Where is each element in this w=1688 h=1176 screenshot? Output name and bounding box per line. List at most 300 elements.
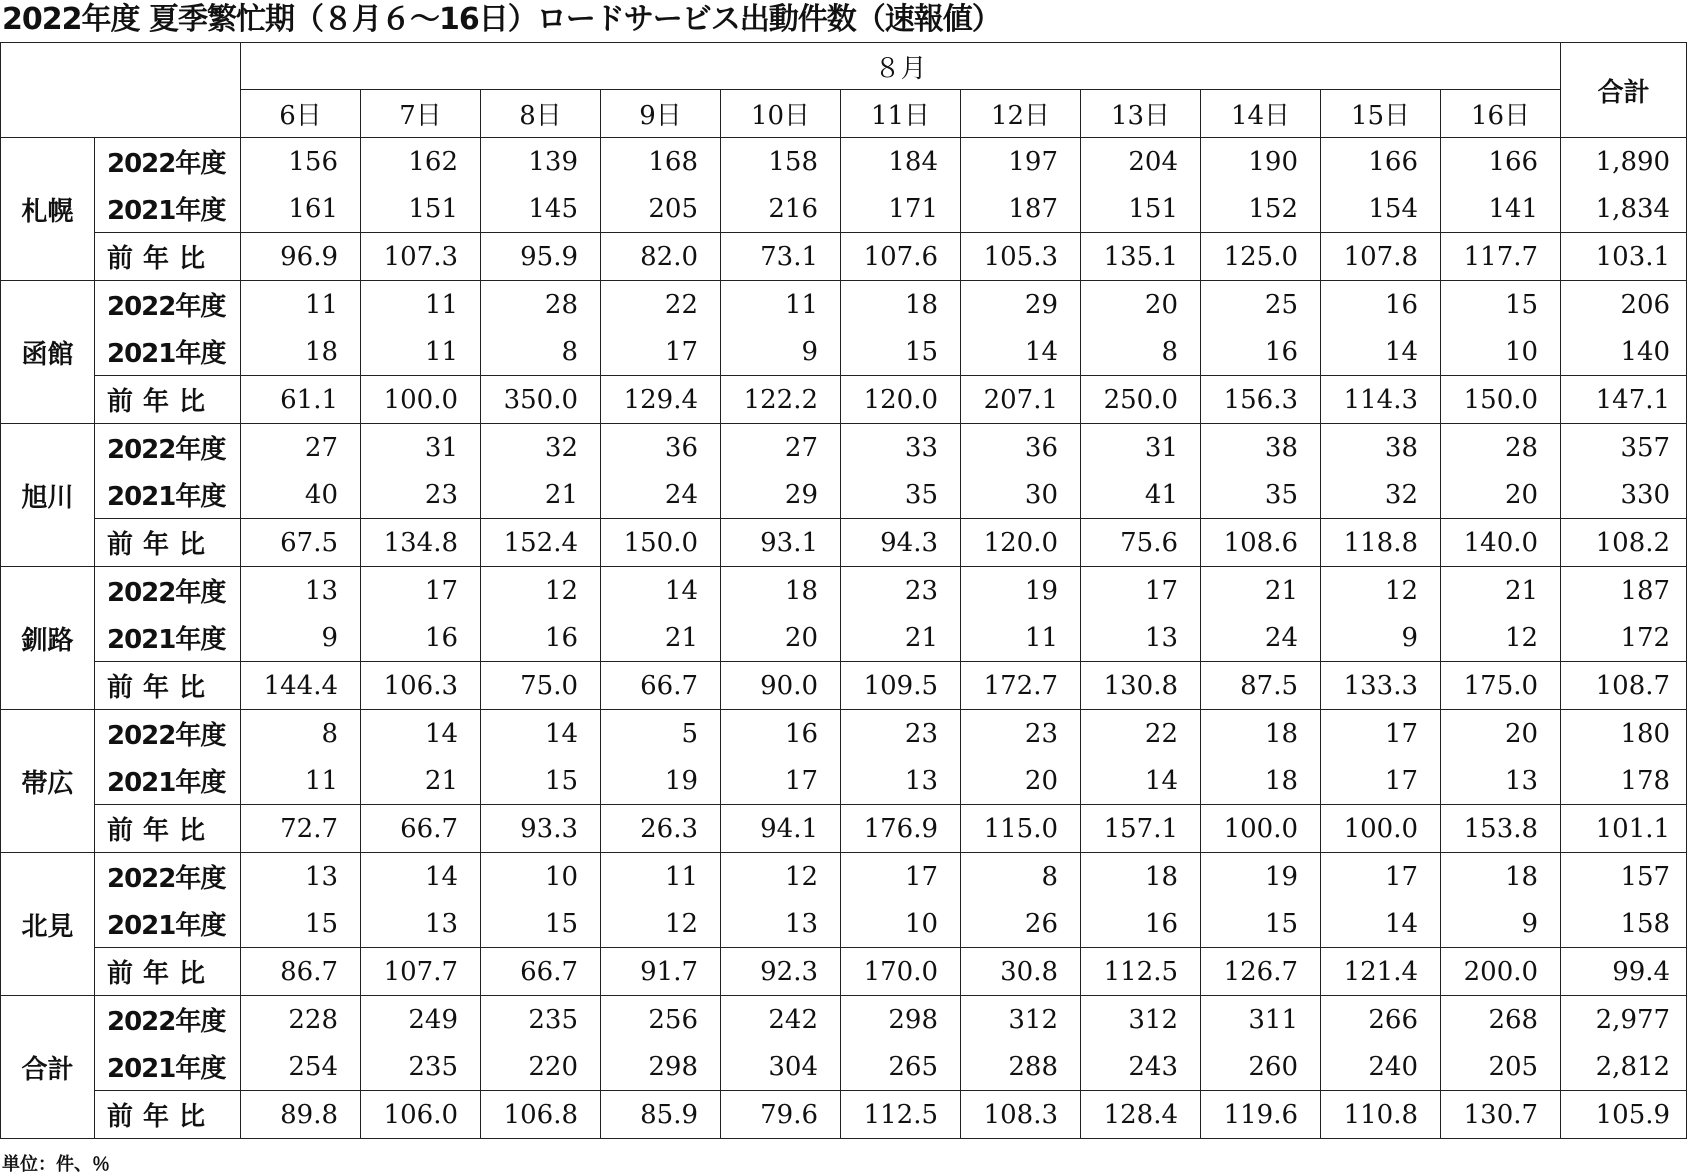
value-cell: 144.4 — [241, 662, 361, 710]
value-cell: 11 — [361, 328, 481, 376]
value-cell: 216 — [721, 185, 841, 233]
value-cell: 66.7 — [601, 662, 721, 710]
value-cell: 19 — [961, 567, 1081, 615]
value-cell: 90.0 — [721, 662, 841, 710]
value-cell: 157.1 — [1081, 805, 1201, 853]
table-row — [1, 424, 1687, 472]
value-cell: 135.1 — [1081, 233, 1201, 281]
value-cell: 129.4 — [601, 376, 721, 424]
value-cell: 27 — [241, 424, 361, 472]
table-row — [1, 900, 1687, 948]
value-cell: 260 — [1201, 1043, 1321, 1091]
value-cell: 8 — [1081, 328, 1201, 376]
value-cell: 12 — [1321, 567, 1441, 615]
value-cell: 28 — [1441, 424, 1561, 472]
value-cell: 350.0 — [481, 376, 601, 424]
value-cell: 11 — [241, 281, 361, 329]
value-cell: 312 — [1081, 996, 1201, 1044]
value-cell: 158 — [721, 138, 841, 186]
value-cell: 130.7 — [1441, 1091, 1561, 1139]
total-cell: 105.9 — [1561, 1091, 1687, 1139]
row-label: 前年比 — [95, 662, 241, 710]
value-cell: 106.0 — [361, 1091, 481, 1139]
row-label: 2022年度 — [95, 424, 241, 472]
value-cell: 38 — [1321, 424, 1441, 472]
day-header: 14日 — [1201, 90, 1321, 138]
day-header: 8日 — [481, 90, 601, 138]
value-cell: 15 — [841, 328, 961, 376]
table-row — [1, 1091, 1687, 1139]
value-cell: 66.7 — [481, 948, 601, 996]
value-cell: 9 — [721, 328, 841, 376]
month-header: ８月 — [241, 43, 1561, 90]
day-header: 15日 — [1321, 90, 1441, 138]
value-cell: 117.7 — [1441, 233, 1561, 281]
value-cell: 18 — [721, 567, 841, 615]
value-cell: 94.1 — [721, 805, 841, 853]
value-cell: 24 — [601, 471, 721, 519]
value-cell: 140.0 — [1441, 519, 1561, 567]
value-cell: 105.3 — [961, 233, 1081, 281]
value-cell: 166 — [1441, 138, 1561, 186]
value-cell: 5 — [601, 710, 721, 758]
table-row — [1, 281, 1687, 329]
value-cell: 18 — [1441, 853, 1561, 901]
value-cell: 31 — [1081, 424, 1201, 472]
value-cell: 184 — [841, 138, 961, 186]
value-cell: 24 — [1201, 614, 1321, 662]
row-label: 前年比 — [95, 233, 241, 281]
value-cell: 12 — [601, 900, 721, 948]
value-cell: 176.9 — [841, 805, 961, 853]
value-cell: 95.9 — [481, 233, 601, 281]
value-cell: 35 — [1201, 471, 1321, 519]
value-cell: 12 — [721, 853, 841, 901]
value-cell: 311 — [1201, 996, 1321, 1044]
value-cell: 23 — [841, 710, 961, 758]
statistics-table — [0, 42, 1687, 1139]
total-cell: 187 — [1561, 567, 1687, 615]
row-label: 2021年度 — [95, 328, 241, 376]
value-cell: 11 — [601, 853, 721, 901]
value-cell: 17 — [361, 567, 481, 615]
table-row — [1, 138, 1687, 186]
value-cell: 108.6 — [1201, 519, 1321, 567]
value-cell: 10 — [1441, 328, 1561, 376]
value-cell: 9 — [1441, 900, 1561, 948]
value-cell: 18 — [1201, 757, 1321, 805]
table-row — [1, 567, 1687, 615]
total-cell: 108.2 — [1561, 519, 1687, 567]
total-cell: 158 — [1561, 900, 1687, 948]
value-cell: 205 — [1441, 1043, 1561, 1091]
value-cell: 18 — [1201, 710, 1321, 758]
unit-note: 単位：件、％ — [2, 1154, 110, 1175]
value-cell: 31 — [361, 424, 481, 472]
value-cell: 187 — [961, 185, 1081, 233]
row-label: 前年比 — [95, 519, 241, 567]
value-cell: 94.3 — [841, 519, 961, 567]
table-row — [1, 519, 1687, 567]
value-cell: 20 — [961, 757, 1081, 805]
value-cell: 168 — [601, 138, 721, 186]
value-cell: 72.7 — [241, 805, 361, 853]
value-cell: 36 — [601, 424, 721, 472]
value-cell: 16 — [1201, 328, 1321, 376]
day-header-row — [1, 90, 1687, 138]
value-cell: 256 — [601, 996, 721, 1044]
value-cell: 14 — [1321, 900, 1441, 948]
value-cell: 20 — [721, 614, 841, 662]
value-cell: 16 — [721, 710, 841, 758]
value-cell: 89.8 — [241, 1091, 361, 1139]
row-label: 2021年度 — [95, 185, 241, 233]
value-cell: 23 — [361, 471, 481, 519]
value-cell: 17 — [1321, 757, 1441, 805]
total-cell: 2,977 — [1561, 996, 1687, 1044]
row-label: 2022年度 — [95, 853, 241, 901]
value-cell: 15 — [241, 900, 361, 948]
value-cell: 38 — [1201, 424, 1321, 472]
value-cell: 172.7 — [961, 662, 1081, 710]
value-cell: 150.0 — [601, 519, 721, 567]
total-cell: 140 — [1561, 328, 1687, 376]
value-cell: 100.0 — [361, 376, 481, 424]
value-cell: 18 — [1081, 853, 1201, 901]
total-cell: 101.1 — [1561, 805, 1687, 853]
value-cell: 312 — [961, 996, 1081, 1044]
table-title: 2022年度 夏季繁忙期（８月６～16日）ロードサービス出動件数（速報値） — [2, 2, 1001, 37]
value-cell: 21 — [1201, 567, 1321, 615]
value-cell: 30 — [961, 471, 1081, 519]
value-cell: 17 — [841, 853, 961, 901]
value-cell: 8 — [961, 853, 1081, 901]
value-cell: 151 — [1081, 185, 1201, 233]
value-cell: 19 — [1201, 853, 1321, 901]
value-cell: 96.9 — [241, 233, 361, 281]
total-cell: 1,890 — [1561, 138, 1687, 186]
day-header: 7日 — [361, 90, 481, 138]
value-cell: 128.4 — [1081, 1091, 1201, 1139]
value-cell: 107.6 — [841, 233, 961, 281]
row-label: 2021年度 — [95, 757, 241, 805]
value-cell: 11 — [961, 614, 1081, 662]
value-cell: 16 — [1081, 900, 1201, 948]
value-cell: 41 — [1081, 471, 1201, 519]
row-label: 2022年度 — [95, 710, 241, 758]
value-cell: 204 — [1081, 138, 1201, 186]
value-cell: 250.0 — [1081, 376, 1201, 424]
value-cell: 13 — [241, 567, 361, 615]
value-cell: 14 — [361, 710, 481, 758]
value-cell: 154 — [1321, 185, 1441, 233]
value-cell: 141 — [1441, 185, 1561, 233]
value-cell: 170.0 — [841, 948, 961, 996]
value-cell: 119.6 — [1201, 1091, 1321, 1139]
value-cell: 29 — [721, 471, 841, 519]
value-cell: 106.8 — [481, 1091, 601, 1139]
value-cell: 162 — [361, 138, 481, 186]
value-cell: 85.9 — [601, 1091, 721, 1139]
value-cell: 107.7 — [361, 948, 481, 996]
value-cell: 126.7 — [1201, 948, 1321, 996]
row-label: 前年比 — [95, 1091, 241, 1139]
value-cell: 21 — [361, 757, 481, 805]
value-cell: 152 — [1201, 185, 1321, 233]
table-row — [1, 614, 1687, 662]
value-cell: 200.0 — [1441, 948, 1561, 996]
value-cell: 9 — [241, 614, 361, 662]
table-row — [1, 376, 1687, 424]
value-cell: 36 — [961, 424, 1081, 472]
value-cell: 25 — [1201, 281, 1321, 329]
value-cell: 107.8 — [1321, 233, 1441, 281]
value-cell: 91.7 — [601, 948, 721, 996]
table-row — [1, 805, 1687, 853]
value-cell: 35 — [841, 471, 961, 519]
value-cell: 21 — [841, 614, 961, 662]
value-cell: 19 — [601, 757, 721, 805]
value-cell: 266 — [1321, 996, 1441, 1044]
value-cell: 21 — [1441, 567, 1561, 615]
value-cell: 13 — [241, 853, 361, 901]
value-cell: 11 — [241, 757, 361, 805]
total-column-header: 合計 — [1561, 43, 1687, 138]
value-cell: 27 — [721, 424, 841, 472]
value-cell: 14 — [481, 710, 601, 758]
value-cell: 106.3 — [361, 662, 481, 710]
value-cell: 32 — [481, 424, 601, 472]
value-cell: 100.0 — [1321, 805, 1441, 853]
value-cell: 205 — [601, 185, 721, 233]
value-cell: 268 — [1441, 996, 1561, 1044]
value-cell: 82.0 — [601, 233, 721, 281]
total-cell: 147.1 — [1561, 376, 1687, 424]
table-row — [1, 710, 1687, 758]
value-cell: 130.8 — [1081, 662, 1201, 710]
table-row — [1, 233, 1687, 281]
table-row — [1, 471, 1687, 519]
value-cell: 254 — [241, 1043, 361, 1091]
row-label: 2021年度 — [95, 1043, 241, 1091]
value-cell: 161 — [241, 185, 361, 233]
total-cell: 157 — [1561, 853, 1687, 901]
value-cell: 75.6 — [1081, 519, 1201, 567]
value-cell: 151 — [361, 185, 481, 233]
value-cell: 120.0 — [961, 519, 1081, 567]
value-cell: 16 — [481, 614, 601, 662]
value-cell: 15 — [1201, 900, 1321, 948]
value-cell: 166 — [1321, 138, 1441, 186]
value-cell: 118.8 — [1321, 519, 1441, 567]
day-header: 12日 — [961, 90, 1081, 138]
value-cell: 75.0 — [481, 662, 601, 710]
value-cell: 12 — [481, 567, 601, 615]
row-label: 前年比 — [95, 376, 241, 424]
value-cell: 153.8 — [1441, 805, 1561, 853]
value-cell: 17 — [1321, 853, 1441, 901]
value-cell: 235 — [361, 1043, 481, 1091]
value-cell: 23 — [841, 567, 961, 615]
day-header: 13日 — [1081, 90, 1201, 138]
region-label: 合計 — [1, 996, 95, 1139]
value-cell: 156.3 — [1201, 376, 1321, 424]
value-cell: 18 — [241, 328, 361, 376]
region-label: 函館 — [1, 281, 95, 424]
value-cell: 93.1 — [721, 519, 841, 567]
value-cell: 156 — [241, 138, 361, 186]
value-cell: 110.8 — [1321, 1091, 1441, 1139]
table-row — [1, 853, 1687, 901]
value-cell: 92.3 — [721, 948, 841, 996]
value-cell: 112.5 — [1081, 948, 1201, 996]
value-cell: 14 — [601, 567, 721, 615]
value-cell: 120.0 — [841, 376, 961, 424]
total-cell: 172 — [1561, 614, 1687, 662]
value-cell: 115.0 — [961, 805, 1081, 853]
value-cell: 14 — [1321, 328, 1441, 376]
table-row — [1, 1043, 1687, 1091]
value-cell: 32 — [1321, 471, 1441, 519]
value-cell: 10 — [481, 853, 601, 901]
row-label: 2021年度 — [95, 900, 241, 948]
value-cell: 298 — [841, 996, 961, 1044]
value-cell: 66.7 — [361, 805, 481, 853]
value-cell: 86.7 — [241, 948, 361, 996]
value-cell: 109.5 — [841, 662, 961, 710]
value-cell: 13 — [361, 900, 481, 948]
value-cell: 79.6 — [721, 1091, 841, 1139]
day-header: 9日 — [601, 90, 721, 138]
value-cell: 16 — [361, 614, 481, 662]
value-cell: 8 — [481, 328, 601, 376]
value-cell: 100.0 — [1201, 805, 1321, 853]
value-cell: 114.3 — [1321, 376, 1441, 424]
value-cell: 26.3 — [601, 805, 721, 853]
value-cell: 40 — [241, 471, 361, 519]
row-label: 前年比 — [95, 948, 241, 996]
value-cell: 10 — [841, 900, 961, 948]
table-row — [1, 185, 1687, 233]
value-cell: 265 — [841, 1043, 961, 1091]
value-cell: 18 — [841, 281, 961, 329]
value-cell: 240 — [1321, 1043, 1441, 1091]
value-cell: 87.5 — [1201, 662, 1321, 710]
row-label: 2021年度 — [95, 614, 241, 662]
value-cell: 13 — [1081, 614, 1201, 662]
total-cell: 206 — [1561, 281, 1687, 329]
row-label: 2022年度 — [95, 567, 241, 615]
value-cell: 21 — [601, 614, 721, 662]
value-cell: 15 — [481, 900, 601, 948]
region-label: 北見 — [1, 853, 95, 996]
value-cell: 139 — [481, 138, 601, 186]
value-cell: 22 — [1081, 710, 1201, 758]
value-cell: 220 — [481, 1043, 601, 1091]
table-row — [1, 328, 1687, 376]
value-cell: 145 — [481, 185, 601, 233]
value-cell: 21 — [481, 471, 601, 519]
value-cell: 133.3 — [1321, 662, 1441, 710]
value-cell: 33 — [841, 424, 961, 472]
value-cell: 23 — [961, 710, 1081, 758]
value-cell: 17 — [1321, 710, 1441, 758]
value-cell: 235 — [481, 996, 601, 1044]
day-header: 16日 — [1441, 90, 1561, 138]
value-cell: 29 — [961, 281, 1081, 329]
value-cell: 298 — [601, 1043, 721, 1091]
value-cell: 20 — [1441, 710, 1561, 758]
value-cell: 93.3 — [481, 805, 601, 853]
value-cell: 15 — [1441, 281, 1561, 329]
value-cell: 20 — [1441, 471, 1561, 519]
value-cell: 150.0 — [1441, 376, 1561, 424]
total-cell: 99.4 — [1561, 948, 1687, 996]
region-label: 札幌 — [1, 138, 95, 281]
region-label: 旭川 — [1, 424, 95, 567]
value-cell: 197 — [961, 138, 1081, 186]
value-cell: 26 — [961, 900, 1081, 948]
value-cell: 61.1 — [241, 376, 361, 424]
value-cell: 16 — [1321, 281, 1441, 329]
value-cell: 20 — [1081, 281, 1201, 329]
value-cell: 304 — [721, 1043, 841, 1091]
table-row — [1, 662, 1687, 710]
total-cell: 180 — [1561, 710, 1687, 758]
value-cell: 121.4 — [1321, 948, 1441, 996]
total-cell: 357 — [1561, 424, 1687, 472]
value-cell: 13 — [721, 900, 841, 948]
row-label: 2022年度 — [95, 996, 241, 1044]
value-cell: 171 — [841, 185, 961, 233]
header-corner — [1, 43, 241, 138]
value-cell: 190 — [1201, 138, 1321, 186]
row-label: 2022年度 — [95, 281, 241, 329]
row-label: 前年比 — [95, 805, 241, 853]
value-cell: 134.8 — [361, 519, 481, 567]
value-cell: 12 — [1441, 614, 1561, 662]
table-row — [1, 757, 1687, 805]
value-cell: 125.0 — [1201, 233, 1321, 281]
total-cell: 108.7 — [1561, 662, 1687, 710]
table-row — [1, 948, 1687, 996]
value-cell: 243 — [1081, 1043, 1201, 1091]
value-cell: 14 — [1081, 757, 1201, 805]
total-cell: 330 — [1561, 471, 1687, 519]
value-cell: 13 — [1441, 757, 1561, 805]
value-cell: 249 — [361, 996, 481, 1044]
value-cell: 107.3 — [361, 233, 481, 281]
total-cell: 2,812 — [1561, 1043, 1687, 1091]
value-cell: 14 — [361, 853, 481, 901]
value-cell: 228 — [241, 996, 361, 1044]
value-cell: 288 — [961, 1043, 1081, 1091]
day-header: 11日 — [841, 90, 961, 138]
value-cell: 175.0 — [1441, 662, 1561, 710]
value-cell: 67.5 — [241, 519, 361, 567]
value-cell: 11 — [361, 281, 481, 329]
day-header: 10日 — [721, 90, 841, 138]
value-cell: 11 — [721, 281, 841, 329]
region-label: 帯広 — [1, 710, 95, 853]
value-cell: 242 — [721, 996, 841, 1044]
value-cell: 8 — [241, 710, 361, 758]
value-cell: 73.1 — [721, 233, 841, 281]
value-cell: 17 — [721, 757, 841, 805]
value-cell: 17 — [1081, 567, 1201, 615]
total-cell: 178 — [1561, 757, 1687, 805]
region-label: 釧路 — [1, 567, 95, 710]
